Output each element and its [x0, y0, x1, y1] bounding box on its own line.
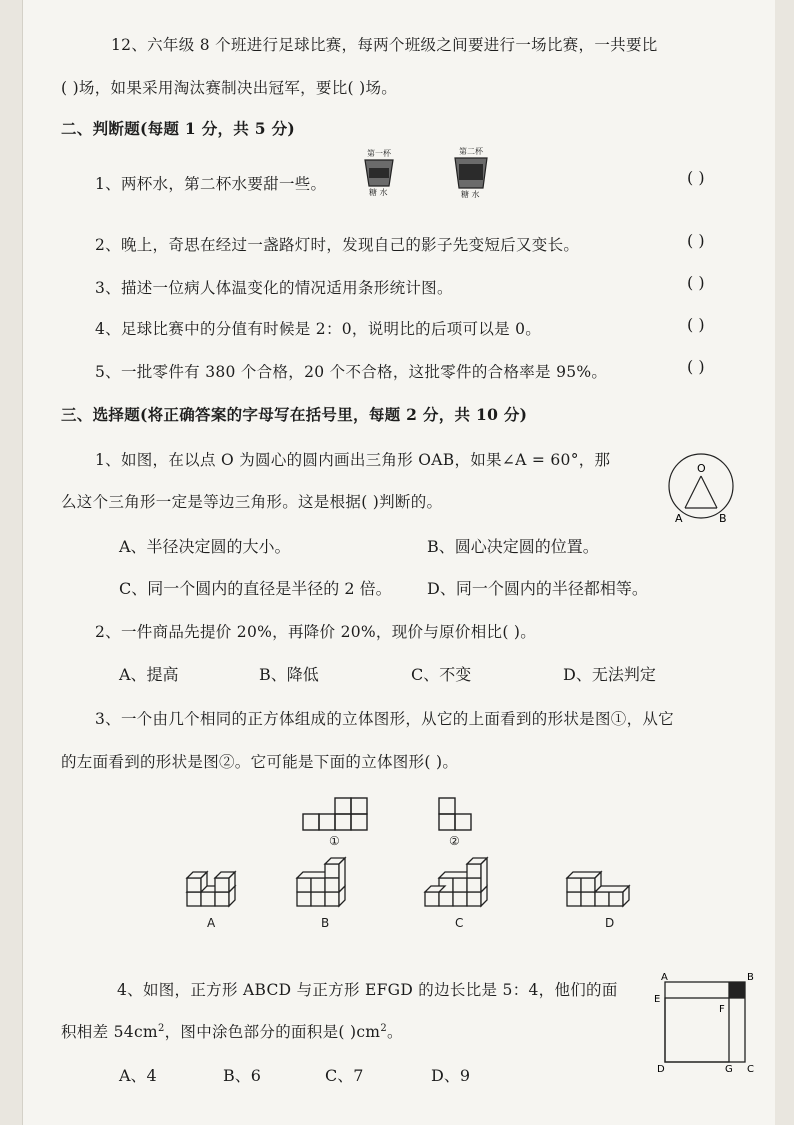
judge-heading: 二、判断题(每题 1 分，共 5 分)	[61, 119, 296, 138]
choice-q1-option-c[interactable]: C、同一个圆内的直径是半径的 2 倍。	[119, 579, 392, 598]
choice-q2-option-b[interactable]: B、降低	[259, 665, 319, 684]
judge-answer-2[interactable]: ( )	[687, 231, 705, 250]
choice-q1-line1: 1、如图，在以点 O 为圆心的圆内画出三角形 OAB，如果∠A = 60°，那	[95, 451, 611, 469]
left-view-label: ②	[449, 834, 460, 848]
choice-q1-line2: 么这个三角形一定是等边三角形。这是根据( )判断的。	[61, 493, 443, 511]
judge-answer-5[interactable]: ( )	[687, 357, 705, 376]
judge-item-2: 2、晚上，奇思在经过一盏路灯时，发现自己的影子先变短后又变长。	[95, 236, 580, 254]
cup-2-label: 第二杯	[459, 147, 483, 156]
solid-option-a[interactable]	[183, 858, 253, 932]
judge-answer-3[interactable]: ( )	[687, 273, 705, 292]
q4-sup-1: 2	[157, 1022, 165, 1034]
circle-triangle-figure	[659, 452, 743, 526]
q4-text-a: 积相差 54cm	[61, 1023, 158, 1041]
judge-item-5: 5、一批零件有 380 个合格，20 个不合格，这批零件的合格率是 95%。	[95, 363, 608, 381]
choice-q2-line: 2、一件商品先提价 20%，再降价 20%，现价与原价相比( )。	[95, 623, 537, 641]
judge-answer-4[interactable]: ( )	[687, 315, 705, 334]
choice-q4-line2	[61, 1020, 403, 1042]
solid-option-d[interactable]	[563, 858, 639, 932]
solid-option-b[interactable]	[293, 852, 363, 932]
top-view-label: ①	[329, 834, 340, 848]
q4-text-b: ，图中涂色部分的面积是( )cm	[164, 1023, 381, 1041]
choice-q4-option-a[interactable]: A、4	[119, 1066, 157, 1085]
exam-page	[22, 0, 775, 1125]
choice-q3-line1: 3、一个由几个相同的正方体组成的立体图形，从它的上面看到的形状是图①，从它	[95, 710, 674, 728]
sq-label-e: E	[654, 994, 661, 1005]
choice-heading: 三、选择题(将正确答案的字母写在括号里，每题 2 分，共 10 分)	[61, 405, 528, 424]
choice-q4-option-d[interactable]: D、9	[431, 1066, 471, 1085]
choice-q2-option-c[interactable]: C、不变	[411, 665, 472, 684]
top-view-figure	[301, 796, 371, 856]
judge-answer-1[interactable]: ( )	[687, 168, 705, 187]
cup-1-icon	[361, 150, 397, 200]
choice-q4-option-b[interactable]: B、6	[223, 1066, 261, 1085]
circle-label-a: A	[675, 512, 683, 525]
choice-q1-option-d[interactable]: D、同一个圆内的半径都相等。	[427, 579, 648, 598]
choice-q4-option-c[interactable]: C、7	[325, 1066, 364, 1085]
choice-q4-line1: 4、如图，正方形 ABCD 与正方形 EFGD 的边长比是 5：4，他们的面	[117, 981, 618, 999]
sq-label-a: A	[661, 972, 668, 983]
cup-2-icon	[451, 148, 491, 202]
sq-label-c: C	[747, 1064, 754, 1075]
choice-q2-option-a[interactable]: A、提高	[119, 665, 179, 684]
cup-1-sub: 糖 水	[369, 188, 388, 197]
cup-2-sub: 糖 水	[461, 190, 480, 199]
left-view-figure	[437, 796, 477, 856]
solid-option-c[interactable]	[421, 852, 501, 932]
solid-label-b: B	[321, 916, 330, 930]
cup-1-label: 第一杯	[367, 149, 391, 158]
sq-label-f: F	[719, 1004, 725, 1015]
judge-item-3: 3、描述一位病人体温变化的情况适用条形统计图。	[95, 279, 453, 297]
squares-figure	[649, 972, 759, 1076]
sq-label-b: B	[747, 972, 754, 983]
solid-label-d: D	[605, 916, 615, 930]
shaded-square	[729, 982, 745, 998]
solid-label-c: C	[455, 916, 464, 930]
q4-text-end: 。	[386, 1023, 403, 1041]
solid-label-a: A	[207, 916, 216, 930]
circle-label-b: B	[719, 512, 727, 525]
judge-item-1: 1、两杯水，第二杯水要甜一些。	[95, 175, 327, 193]
sq-label-d: D	[657, 1064, 665, 1075]
choice-q2-option-d[interactable]: D、无法判定	[563, 665, 656, 684]
q4-sup-2: 2	[380, 1022, 387, 1034]
choice-q1-option-b[interactable]: B、圆心决定圆的位置。	[427, 537, 599, 556]
q12-line2: ( )场，如果采用淘汰赛制决出冠军，要比( )场。	[61, 79, 398, 97]
circle-label-o: O	[697, 462, 706, 475]
q12-line1: 12、六年级 8 个班进行足球比赛，每两个班级之间要进行一场比赛，一共要比	[111, 36, 658, 54]
sq-label-g: G	[725, 1064, 733, 1075]
choice-q1-option-a[interactable]: A、半径决定圆的大小。	[119, 537, 291, 556]
choice-q3-line2: 的左面看到的形状是图②。它可能是下面的立体图形( )。	[61, 753, 459, 771]
judge-item-4: 4、足球比赛中的分值有时候是 2：0，说明比的后项可以是 0。	[95, 320, 542, 338]
